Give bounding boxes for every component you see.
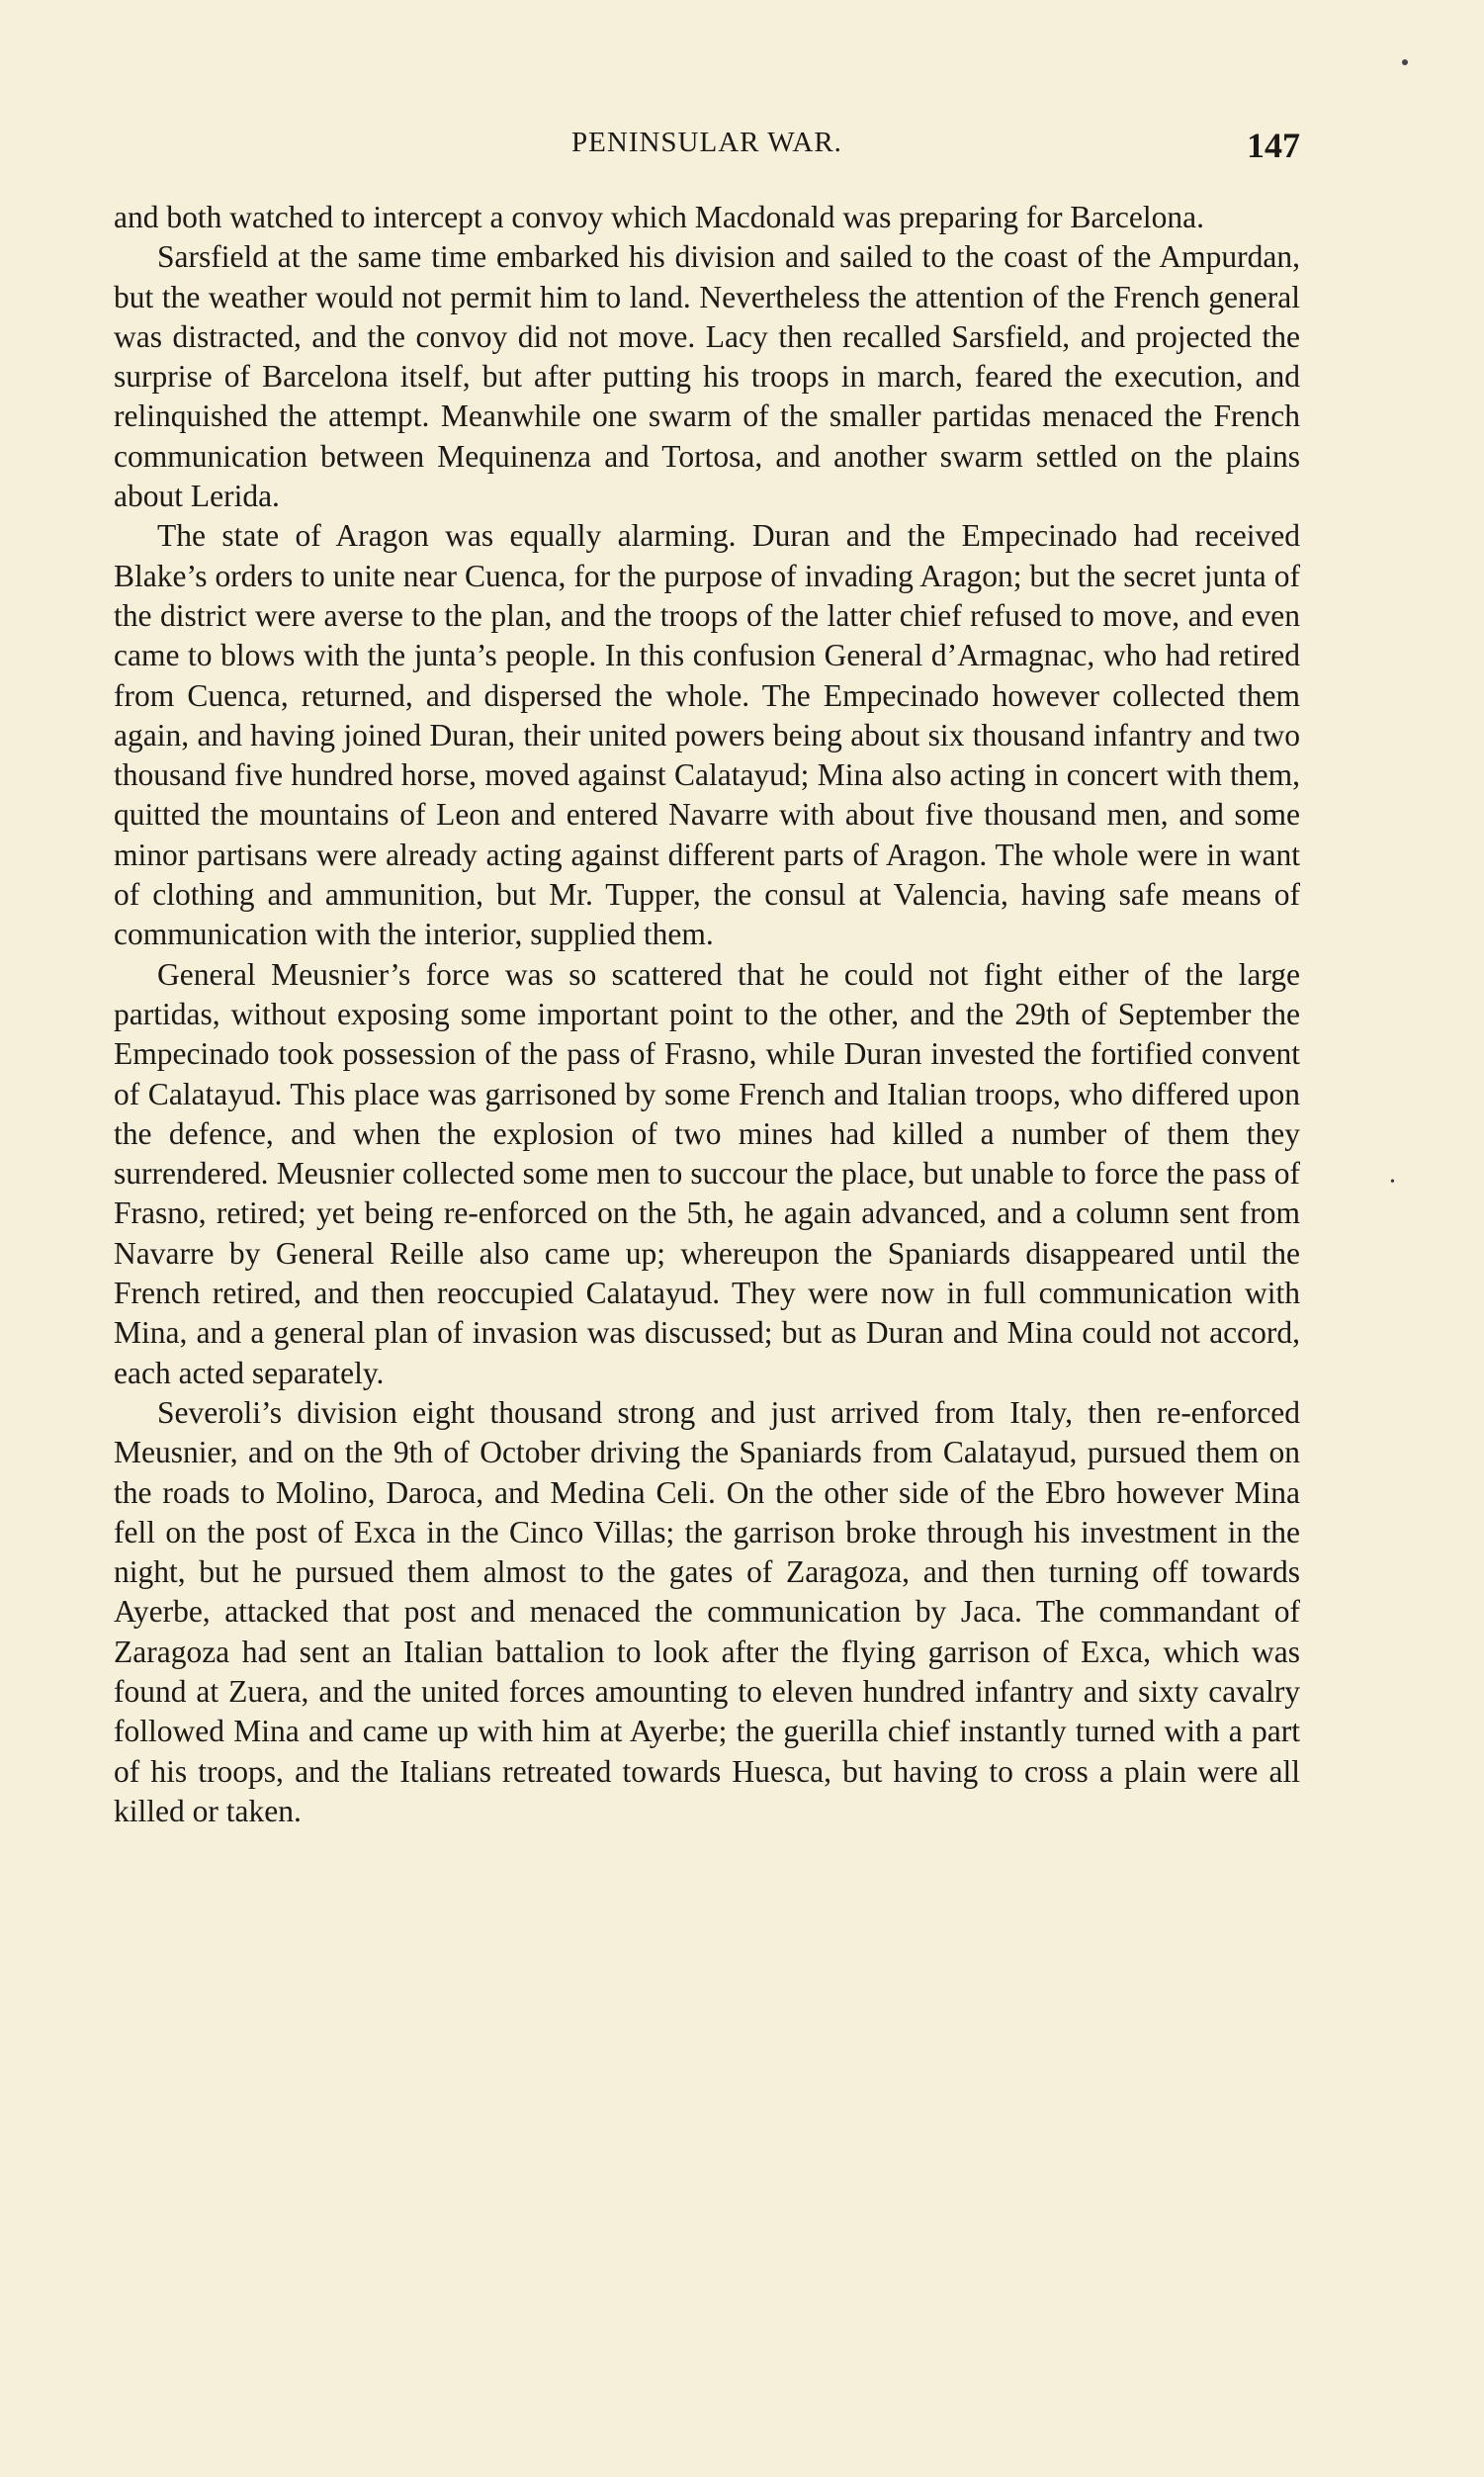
paragraph: Sarsfield at the same time embarked his division and sailed to the coast of the Ampurdan, but the weather would not permit him to land. Nevertheless the attention of the French general was distracted, and the convoy did not move. Lacy then recalled Sarsfield, and projected the surprise of Barcelona itself, but after putting his troops in march, feared the execution, and relinquished the attempt. Meanwhile one swarm of the smaller partidas menaced the French communication between Mequinenza and Tortosa, and another swarm settled on the plains about Lerida.: [114, 239, 1300, 514]
paragraph: General Meusnier’s force was so scattered that he could not fight either of the large partidas, without exposing some important point to the other, and the 29th of September the Empecinado took possession of the pass of Frasno, while Duran invested the fortified convent of Calatayud. This place was garrisoned by some French and Italian troops, who differed upon the defence, and when the explosion of two mines had killed a number of them they surrendered. Meusnier collected some men to succour the place, but unable to force the pass of Frasno, retired; yet being re-enforced on the 5th, he again advanced, and a column sent from Navarre by General Reille also came up; whereupon the Spaniards disappeared until the French retired, and then reoccupied Calatayud. They were now in full communication with Mina, and a general plan of invasion was discussed; but as Duran and Mina could not accord, each acted separately.: [114, 956, 1300, 1390]
page-number: 147: [1247, 126, 1300, 165]
running-head: [114, 127, 1300, 166]
body-text: [114, 198, 1300, 1831]
paragraph: Severoli’s division eight thousand strong and just arrived from Italy, then re-enforced Meusnier, and on the 9th of October driving the Spaniards from Calatayud, pursued them on the roads to Molino, Daroca, and Medina Celi. On the other side of the Ebro however Mina fell on the post of Exca in the Cinco Villas; the garrison broke through his investment in the night, but he pursued them almost to the gates of Zaragoza, and then turning off towards Ayerbe, attacked that post and menaced the communication by Jaca. The commandant of Zaragoza had sent an Italian battalion to look after the flying garrison of Exca, which was found at Zuera, and the united forces amounting to eleven hundred infantry and sixty cavalry followed Mina and came up with him at Ayerbe; the guerilla chief instantly turned with a part of his troops, and the Italians retreated towards Huesca, but having to cross a plain were all killed or taken.: [114, 1394, 1300, 1828]
running-title: PENINSULAR WAR.: [571, 127, 842, 158]
ink-speck: [1402, 59, 1408, 65]
paragraph-continuation: and both watched to intercept a convoy which Macdonald was preparing for Barcelona.: [114, 200, 1204, 234]
margin-mark: •: [1390, 1175, 1395, 1190]
paragraph: The state of Aragon was equally alarming. Duran and the Empecinado had received Blake’s orders to unite near Cuenca, for the purpose of invading Aragon; but the secret junta of the district were averse to the plan, and the troops of the latter chief refused to move, and even came to blows with the junta’s people. In this confusion General d’Armagnac, who had retired from Cuenca, returned, and dispersed the whole. The Empecinado however collected them again, and having joined Duran, their united powers being about six thousand infantry and two thousand five hundred horse, moved against Calatayud; Mina also acting in concert with them, quitted the mountains of Leon and entered Navarre with about five thousand men, and some minor partisans were already acting against different parts of Aragon. The whole were in want of clothing and ammunition, but Mr. Tupper, the consul at Valencia, having safe means of communication with the interior, supplied them.: [114, 518, 1300, 952]
